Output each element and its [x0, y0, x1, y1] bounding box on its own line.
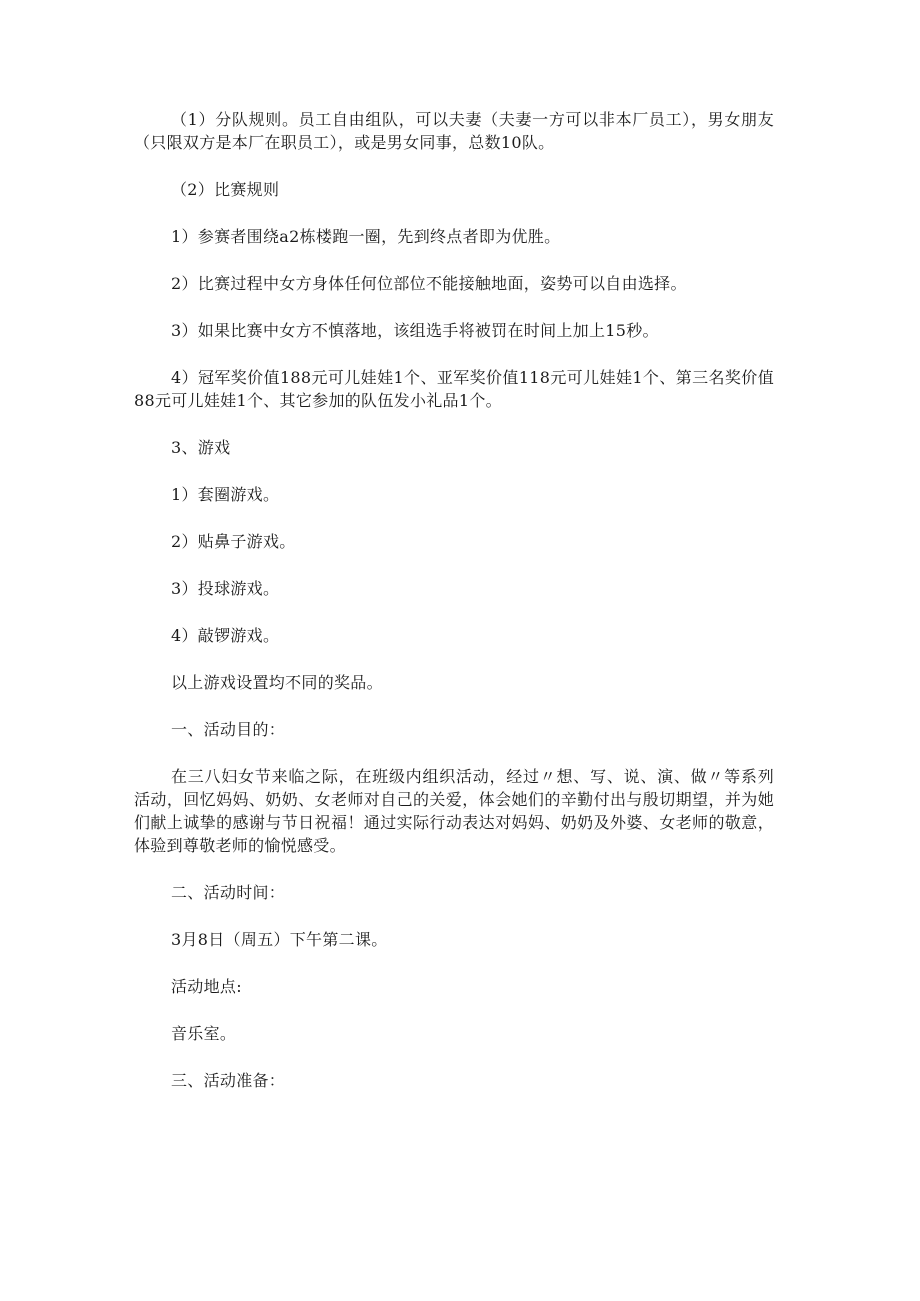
paragraph-race-rule-3: 3）如果比赛中女方不慎落地，该组选手将被罚在时间上加上15秒。: [171, 321, 659, 340]
paragraph-preparation-heading: 三、活动准备：: [171, 1071, 286, 1090]
paragraph-games-heading: 3、游戏: [171, 438, 231, 457]
paragraph-game-4: 4）敲锣游戏。: [171, 626, 280, 645]
paragraph-time-heading: 二、活动时间：: [171, 883, 286, 902]
document-body: [134, 108, 774, 1116]
paragraph-race-rule-4: 4）冠军奖价值188元可儿娃娃1个、亚军奖价值118元可儿娃娃1个、第三名奖价值88元可儿娃娃1个、其它参加的队伍发小礼品1个。: [134, 368, 774, 410]
paragraph-purpose-heading: 一、活动目的：: [171, 720, 286, 739]
paragraph-time-body: 3月8日（周五）下午第二课。: [171, 930, 388, 949]
paragraph-race-rules-heading: （2）比赛规则: [171, 180, 280, 199]
paragraph-location-body: 音乐室。: [171, 1024, 237, 1043]
paragraph-team-rules: （1）分队规则。员工自由组队，可以夫妻（夫妻一方可以非本厂员工），男女朋友（只限双方是本厂在职员工），或是男女同事，总数10队。: [134, 110, 774, 152]
paragraph-games-prizes: 以上游戏设置均不同的奖品。: [171, 673, 383, 692]
paragraph-location-heading: 活动地点:: [171, 977, 242, 996]
paragraph-game-1: 1）套圈游戏。: [171, 485, 280, 504]
paragraph-race-rule-2: 2）比赛过程中女方身体任何位部位不能接触地面，姿势可以自由选择。: [171, 274, 687, 293]
paragraph-game-3: 3）投球游戏。: [171, 579, 280, 598]
paragraph-game-2: 2）贴鼻子游戏。: [171, 532, 296, 551]
paragraph-race-rule-1: 1）参赛者围绕a2栋楼跑一圈，先到终点者即为优胜。: [171, 227, 561, 246]
paragraph-purpose-body: 在三八妇女节来临之际，在班级内组织活动，经过〃想、写、说、演、做〃等系列活动，回忆妈妈、奶奶、女老师对自己的关爱，体会她们的辛勤付出与殷切期望，并为她们献上诚挚的感谢与节日祝福！通过实际行动表达对妈妈、奶奶及外婆、女老师的敬意，体验到尊敬老师的愉悦感受。: [134, 767, 774, 855]
